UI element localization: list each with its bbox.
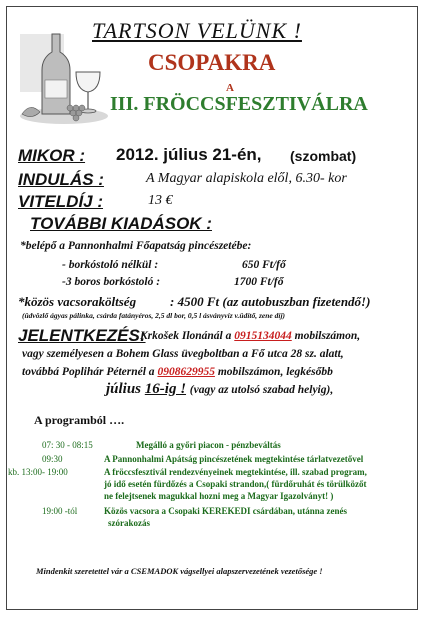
extra-costs-label: TOVÁBBI KIADÁSOK : (30, 214, 212, 233)
program-text-3b: jó idő esetén fürdőzés a Csopaki strandon,( fürdőruhát és törülközőt (104, 479, 367, 489)
bottle-label (45, 80, 67, 98)
phone-number-2: 0908629955 (157, 366, 215, 378)
program-time-4: 19:00 -tól (42, 506, 78, 516)
festival-heading: III. FRÖCCSFESZTIVÁLRA (110, 93, 368, 115)
program-text-2: A Pannonhalmi Apátság pincészetének megtekintése tárlatvezetővel (104, 454, 364, 464)
tasting-option-1-price: 650 Ft/fő (242, 259, 286, 271)
program-text-3c: ne felejtsenek magukkal hozni meg a Magyar Igazolványt! ) (104, 491, 334, 501)
fee-label: VITELDÍJ : (18, 192, 104, 211)
tasting-option-2: -3 boros borkóstoló : (62, 276, 161, 288)
program-text-4: Közös vacsora a Csopaki KEREKEDI csárdában, utánna zenés (104, 506, 348, 516)
tasting-option-2-price: 1700 Ft/fő (234, 276, 284, 288)
program-time-1: 07: 30 - 08:15 (42, 440, 93, 450)
destination-heading: CSOPAKRA (148, 50, 276, 75)
departure-value: A Magyar alapiskola elől, 6.30- kor (146, 171, 347, 186)
deadline-line (106, 381, 333, 398)
dinner-cost-label: *közös vacsoraköltség (18, 294, 137, 309)
program-heading: A programból …. (34, 413, 125, 427)
registration-line-2: vagy személyesen a Bohem Glass üvegboltban a Fő utca 28 sz. alatt, (22, 348, 344, 360)
fee-value: 13 € (148, 193, 173, 208)
registration-suffix-1: mobilszámon, (294, 330, 361, 342)
registration-suffix-2: mobilszámon, legkésőbb (217, 366, 333, 378)
tasting-option-1: - borkóstoló nélkül : (62, 259, 159, 271)
departure-label: INDULÁS : (18, 170, 104, 189)
program-time-3: kb. 13:00- 19:00 (8, 467, 68, 477)
when-date: 2012. július 21-én, (116, 145, 262, 164)
registration-line-1 (140, 330, 360, 342)
program-text-4b: szórakozás (108, 518, 150, 528)
program-time-2: 09:30 (42, 454, 63, 464)
poster-title: TARTSON VELÜNK ! (92, 18, 302, 43)
footer-text: Mindenkit szeretettel vár a CSEMADOK vágsellyei alapszervezetének vezetősége ! (36, 566, 323, 576)
phone-number-1: 0915134044 (234, 330, 292, 342)
registration-contact-2: továbbá Poplihár Péternél a (22, 366, 155, 378)
registration-label: JELENTKEZÉS: (18, 326, 146, 345)
wine-glass-bowl (76, 72, 100, 92)
deadline-day: 16-ig ! (144, 381, 187, 397)
deadline-month: július (106, 381, 142, 397)
registration-contact-1: Krkošek Ilonánál a (140, 330, 232, 342)
program-text-3: A fröccsfesztivál rendezvényeinek megtekintése, ill. szabad program, (104, 467, 367, 477)
deadline-note: (vagy az utolsó szabad helyig), (189, 384, 334, 396)
dinner-cost-value: : 4500 Ft (az autobuszban fizetendő!) (170, 294, 371, 309)
registration-line-3 (22, 366, 333, 378)
program-text-1: Megálló a győri piacon - pénzbeváltás (136, 440, 281, 450)
when-label: MIKOR : (18, 146, 86, 165)
when-day: (szombat) (290, 148, 357, 164)
cellar-entry-intro: *belépő a Pannonhalmi Főapatság pincészetébe: (20, 240, 252, 252)
connector-word: A (226, 82, 234, 94)
dinner-cost-note: (üdvözlő ágyas pálinka, csárda fatányéros, 2,5 dl bor, 0,5 l ásványvíz v.üdítő, zene díj) (22, 311, 286, 320)
